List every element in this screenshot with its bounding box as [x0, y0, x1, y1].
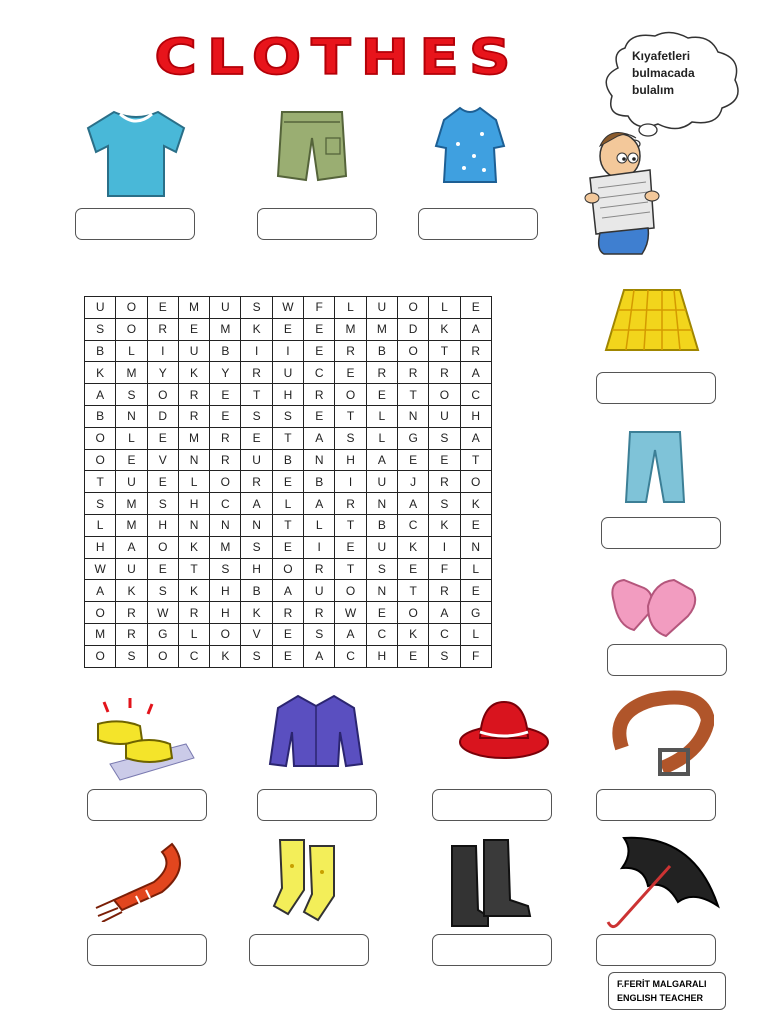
hat-icon	[458, 698, 550, 762]
grid-cell[interactable]: B	[85, 405, 116, 427]
grid-cell[interactable]: I	[147, 340, 178, 362]
grid-cell[interactable]: L	[178, 471, 209, 493]
grid-cell[interactable]: R	[116, 623, 147, 645]
grid-cell[interactable]: L	[366, 405, 397, 427]
grid-cell[interactable]: C	[460, 384, 491, 406]
grid-cell[interactable]: L	[366, 427, 397, 449]
grid-cell[interactable]: T	[272, 427, 303, 449]
grid-cell[interactable]: K	[178, 362, 209, 384]
grid-cell[interactable]: M	[116, 362, 147, 384]
answer-box-shorts[interactable]	[257, 208, 377, 240]
grid-cell[interactable]: U	[116, 558, 147, 580]
grid-cell[interactable]: S	[210, 558, 241, 580]
grid-cell[interactable]: J	[397, 471, 428, 493]
grid-cell[interactable]: S	[116, 384, 147, 406]
grid-row	[85, 623, 492, 645]
grid-cell[interactable]: T	[397, 580, 428, 602]
grid-cell[interactable]: R	[429, 580, 460, 602]
grid-row	[85, 427, 492, 449]
grid-cell[interactable]: E	[460, 514, 491, 536]
grid-cell[interactable]: C	[178, 645, 209, 667]
umbrella-icon	[604, 832, 720, 932]
grid-cell[interactable]: E	[272, 645, 303, 667]
grid-cell[interactable]: U	[178, 340, 209, 362]
grid-cell[interactable]: E	[178, 318, 209, 340]
grid-cell[interactable]: K	[116, 580, 147, 602]
grid-cell[interactable]: N	[210, 514, 241, 536]
grid-cell[interactable]: A	[116, 536, 147, 558]
answer-box-jacket[interactable]	[257, 789, 377, 821]
grid-cell[interactable]: O	[210, 623, 241, 645]
speech-bubble-text	[632, 48, 695, 99]
grid-cell[interactable]: E	[397, 645, 428, 667]
grid-cell[interactable]: S	[272, 405, 303, 427]
grid-cell[interactable]: L	[304, 514, 335, 536]
grid-cell[interactable]: H	[210, 602, 241, 624]
grid-cell[interactable]: S	[335, 427, 366, 449]
grid-cell[interactable]: W	[147, 602, 178, 624]
reading-man-icon	[585, 133, 659, 254]
answer-box-shoes[interactable]	[87, 789, 207, 821]
grid-cell[interactable]: R	[210, 449, 241, 471]
grid-cell[interactable]: M	[85, 623, 116, 645]
shorts-icon	[276, 108, 348, 186]
socks-icon	[270, 836, 350, 922]
grid-cell[interactable]: B	[241, 580, 272, 602]
grid-cell[interactable]: U	[272, 362, 303, 384]
grid-cell[interactable]: R	[178, 384, 209, 406]
grid-row	[85, 514, 492, 536]
grid-cell[interactable]: U	[241, 449, 272, 471]
grid-cell[interactable]: B	[210, 340, 241, 362]
grid-cell[interactable]: O	[335, 384, 366, 406]
grid-cell[interactable]: E	[304, 340, 335, 362]
grid-cell[interactable]: E	[147, 558, 178, 580]
grid-cell[interactable]: S	[116, 645, 147, 667]
grid-cell[interactable]: E	[210, 384, 241, 406]
grid-cell[interactable]: A	[366, 449, 397, 471]
grid-cell[interactable]: R	[147, 318, 178, 340]
scarf-icon	[92, 838, 198, 922]
belt-icon	[606, 688, 714, 782]
grid-cell[interactable]: U	[210, 297, 241, 319]
grid-cell[interactable]: K	[460, 493, 491, 515]
grid-cell[interactable]: S	[85, 493, 116, 515]
grid-cell[interactable]: A	[429, 602, 460, 624]
grid-cell[interactable]: T	[429, 340, 460, 362]
grid-cell[interactable]: A	[460, 362, 491, 384]
grid-cell[interactable]: O	[397, 340, 428, 362]
grid-cell[interactable]: A	[397, 493, 428, 515]
grid-cell[interactable]: L	[429, 297, 460, 319]
grid-row	[85, 471, 492, 493]
answer-box-gloves[interactable]	[607, 644, 727, 676]
grid-row	[85, 384, 492, 406]
grid-cell[interactable]: U	[116, 471, 147, 493]
grid-cell[interactable]: B	[272, 449, 303, 471]
grid-cell[interactable]: E	[272, 318, 303, 340]
grid-cell[interactable]: K	[241, 602, 272, 624]
grid-cell[interactable]: K	[429, 318, 460, 340]
grid-cell[interactable]: L	[272, 493, 303, 515]
grid-cell[interactable]: R	[241, 471, 272, 493]
grid-cell[interactable]: F	[460, 645, 491, 667]
answer-box-skirt[interactable]	[596, 372, 716, 404]
grid-cell[interactable]: I	[304, 536, 335, 558]
grid-cell[interactable]: E	[429, 449, 460, 471]
grid-cell[interactable]: S	[241, 536, 272, 558]
grid-cell[interactable]: C	[397, 514, 428, 536]
grid-cell[interactable]: R	[210, 427, 241, 449]
grid-cell[interactable]: R	[335, 493, 366, 515]
grid-cell[interactable]: O	[85, 602, 116, 624]
grid-cell[interactable]: L	[178, 623, 209, 645]
grid-cell[interactable]: C	[335, 645, 366, 667]
grid-cell[interactable]: L	[116, 427, 147, 449]
grid-cell[interactable]: H	[335, 449, 366, 471]
grid-cell[interactable]: H	[210, 580, 241, 602]
grid-cell[interactable]: T	[85, 471, 116, 493]
grid-cell[interactable]: C	[210, 493, 241, 515]
grid-cell[interactable]: U	[85, 297, 116, 319]
grid-cell[interactable]: N	[178, 514, 209, 536]
boots-icon	[444, 834, 536, 930]
grid-cell[interactable]: O	[116, 318, 147, 340]
grid-cell[interactable]: H	[147, 514, 178, 536]
grid-cell[interactable]: S	[147, 580, 178, 602]
grid-row	[85, 493, 492, 515]
grid-cell[interactable]: H	[460, 405, 491, 427]
grid-cell[interactable]: T	[241, 384, 272, 406]
grid-cell[interactable]: A	[85, 384, 116, 406]
answer-box-hat[interactable]	[432, 789, 552, 821]
grid-cell[interactable]: R	[397, 362, 428, 384]
trousers-icon	[624, 428, 686, 506]
grid-cell[interactable]: G	[397, 427, 428, 449]
grid-cell[interactable]: C	[429, 623, 460, 645]
answer-box-socks[interactable]	[249, 934, 369, 966]
grid-row	[85, 405, 492, 427]
grid-cell[interactable]: N	[460, 536, 491, 558]
grid-cell[interactable]: Y	[210, 362, 241, 384]
speech-line-3: bulalım	[632, 83, 675, 97]
grid-cell[interactable]: S	[241, 645, 272, 667]
grid-cell[interactable]: H	[178, 493, 209, 515]
grid-cell[interactable]: W	[272, 297, 303, 319]
grid-cell[interactable]: U	[366, 536, 397, 558]
grid-cell[interactable]: E	[366, 602, 397, 624]
grid-cell[interactable]: R	[272, 602, 303, 624]
grid-cell[interactable]: G	[147, 623, 178, 645]
grid-cell[interactable]: W	[85, 558, 116, 580]
grid-cell[interactable]: T	[178, 558, 209, 580]
grid-cell[interactable]: O	[335, 580, 366, 602]
grid-row	[85, 297, 492, 319]
tshirt-icon	[84, 106, 188, 198]
grid-cell[interactable]: T	[335, 405, 366, 427]
grid-cell[interactable]: N	[397, 405, 428, 427]
answer-box-scarf[interactable]	[87, 934, 207, 966]
grid-cell[interactable]: O	[116, 297, 147, 319]
grid-cell[interactable]: A	[304, 645, 335, 667]
grid-cell[interactable]: H	[272, 384, 303, 406]
grid-row	[85, 318, 492, 340]
grid-cell[interactable]: H	[241, 558, 272, 580]
grid-cell[interactable]: N	[366, 580, 397, 602]
credit-box	[608, 972, 726, 1010]
grid-row	[85, 580, 492, 602]
grid-cell[interactable]: K	[178, 536, 209, 558]
grid-cell[interactable]: M	[335, 318, 366, 340]
grid-cell[interactable]: M	[116, 493, 147, 515]
grid-cell[interactable]: E	[397, 558, 428, 580]
grid-row	[85, 362, 492, 384]
grid-cell[interactable]: F	[429, 558, 460, 580]
grid-cell[interactable]: M	[116, 514, 147, 536]
grid-cell[interactable]: H	[85, 536, 116, 558]
grid-cell[interactable]: S	[429, 645, 460, 667]
grid-cell[interactable]: E	[272, 623, 303, 645]
grid-cell[interactable]: E	[366, 384, 397, 406]
grid-cell[interactable]: M	[178, 427, 209, 449]
grid-cell[interactable]: R	[116, 602, 147, 624]
grid-cell[interactable]: C	[366, 623, 397, 645]
grid-cell[interactable]: R	[460, 340, 491, 362]
grid-row	[85, 449, 492, 471]
grid-cell[interactable]: R	[178, 405, 209, 427]
grid-row	[85, 536, 492, 558]
grid-cell[interactable]: A	[335, 623, 366, 645]
answer-box-tshirt[interactable]	[75, 208, 195, 240]
answer-box-belt[interactable]	[596, 789, 716, 821]
grid-cell[interactable]: E	[147, 471, 178, 493]
grid-cell[interactable]: D	[397, 318, 428, 340]
grid-cell[interactable]: I	[241, 340, 272, 362]
grid-cell[interactable]: F	[304, 297, 335, 319]
grid-cell[interactable]: T	[272, 514, 303, 536]
grid-cell[interactable]: S	[241, 297, 272, 319]
grid-cell[interactable]: S	[366, 558, 397, 580]
grid-cell[interactable]: R	[304, 384, 335, 406]
grid-cell[interactable]: M	[210, 536, 241, 558]
grid-cell[interactable]: E	[304, 405, 335, 427]
grid-cell[interactable]: K	[241, 318, 272, 340]
dress-icon	[434, 104, 506, 186]
answer-box-boots[interactable]	[432, 934, 552, 966]
grid-cell[interactable]: K	[210, 645, 241, 667]
grid-cell[interactable]: O	[397, 602, 428, 624]
teacher-name: F.FERİT MALGARALI	[617, 979, 707, 989]
answer-box-dress[interactable]	[418, 208, 538, 240]
grid-cell[interactable]: R	[335, 340, 366, 362]
answer-box-trousers[interactable]	[601, 517, 721, 549]
grid-cell[interactable]: B	[304, 471, 335, 493]
grid-cell[interactable]: O	[429, 384, 460, 406]
grid-cell[interactable]: W	[335, 602, 366, 624]
grid-cell[interactable]: V	[147, 449, 178, 471]
grid-cell[interactable]: M	[366, 318, 397, 340]
grid-cell[interactable]: S	[304, 623, 335, 645]
grid-cell[interactable]: E	[460, 580, 491, 602]
grid-cell[interactable]: Y	[147, 362, 178, 384]
grid-cell[interactable]: T	[335, 514, 366, 536]
grid-cell[interactable]: A	[241, 493, 272, 515]
grid-cell[interactable]: E	[210, 405, 241, 427]
grid-cell[interactable]: E	[335, 362, 366, 384]
grid-cell[interactable]: E	[147, 297, 178, 319]
gloves-icon	[604, 572, 700, 640]
grid-cell[interactable]: L	[116, 340, 147, 362]
grid-cell[interactable]: E	[460, 297, 491, 319]
grid-cell[interactable]: O	[460, 471, 491, 493]
grid-cell[interactable]: C	[304, 362, 335, 384]
grid-cell[interactable]: O	[147, 384, 178, 406]
grid-cell[interactable]: S	[241, 405, 272, 427]
grid-row	[85, 602, 492, 624]
grid-cell[interactable]: N	[116, 405, 147, 427]
grid-cell[interactable]: R	[429, 471, 460, 493]
grid-cell[interactable]: O	[85, 427, 116, 449]
grid-cell[interactable]: R	[304, 602, 335, 624]
grid-cell[interactable]: U	[304, 580, 335, 602]
grid-row	[85, 558, 492, 580]
grid-cell[interactable]: R	[429, 362, 460, 384]
grid-cell[interactable]: B	[85, 340, 116, 362]
grid-cell[interactable]: O	[397, 297, 428, 319]
grid-cell[interactable]: N	[178, 449, 209, 471]
grid-cell[interactable]: R	[304, 558, 335, 580]
grid-cell[interactable]: K	[85, 362, 116, 384]
grid-cell[interactable]: E	[397, 449, 428, 471]
grid-cell[interactable]: S	[85, 318, 116, 340]
skirt-icon	[604, 286, 700, 356]
grid-cell[interactable]: O	[85, 449, 116, 471]
grid-cell[interactable]: N	[241, 514, 272, 536]
grid-cell[interactable]: S	[429, 427, 460, 449]
grid-row	[85, 645, 492, 667]
grid-cell[interactable]: A	[460, 318, 491, 340]
grid-cell[interactable]: E	[304, 318, 335, 340]
grid-cell[interactable]: I	[272, 340, 303, 362]
grid-cell[interactable]: R	[366, 362, 397, 384]
grid-cell[interactable]: A	[304, 427, 335, 449]
speech-line-1: Kıyafetleri	[632, 49, 691, 63]
grid-cell[interactable]: M	[210, 318, 241, 340]
grid-cell[interactable]: L	[460, 623, 491, 645]
grid-cell[interactable]: N	[304, 449, 335, 471]
grid-cell[interactable]: A	[85, 580, 116, 602]
grid-cell[interactable]: O	[147, 536, 178, 558]
word-search-grid	[84, 296, 492, 668]
grid-cell[interactable]: O	[85, 645, 116, 667]
grid-cell[interactable]: R	[178, 602, 209, 624]
grid-cell[interactable]: A	[304, 493, 335, 515]
grid-cell[interactable]: U	[366, 471, 397, 493]
grid-cell[interactable]: B	[366, 340, 397, 362]
grid-cell[interactable]: I	[429, 536, 460, 558]
grid-cell[interactable]: O	[210, 471, 241, 493]
grid-cell[interactable]: G	[460, 602, 491, 624]
grid-cell[interactable]: T	[335, 558, 366, 580]
speech-line-2: bulmacada	[632, 66, 695, 80]
grid-cell[interactable]: I	[335, 471, 366, 493]
grid-cell[interactable]: K	[397, 623, 428, 645]
grid-cell[interactable]: E	[116, 449, 147, 471]
grid-row	[85, 340, 492, 362]
worksheet-title: CLOTHES	[154, 28, 521, 86]
grid-cell[interactable]: B	[366, 514, 397, 536]
grid-cell[interactable]: U	[429, 405, 460, 427]
grid-cell[interactable]: E	[335, 536, 366, 558]
grid-cell[interactable]: O	[272, 558, 303, 580]
grid-cell[interactable]: L	[85, 514, 116, 536]
grid-cell[interactable]: E	[272, 471, 303, 493]
jacket-icon	[268, 692, 364, 770]
grid-cell[interactable]: H	[366, 645, 397, 667]
grid-cell[interactable]: L	[460, 558, 491, 580]
grid-cell[interactable]: S	[147, 493, 178, 515]
grid-cell[interactable]: E	[147, 427, 178, 449]
grid-cell[interactable]: A	[272, 580, 303, 602]
grid-cell[interactable]: A	[460, 427, 491, 449]
grid-cell[interactable]: U	[366, 297, 397, 319]
shoes-icon	[90, 694, 198, 782]
grid-cell[interactable]: E	[241, 427, 272, 449]
grid-cell[interactable]: K	[429, 514, 460, 536]
grid-cell[interactable]: D	[147, 405, 178, 427]
answer-box-umbrella[interactable]	[596, 934, 716, 966]
grid-cell[interactable]: K	[178, 580, 209, 602]
teacher-role: ENGLISH TEACHER	[617, 993, 704, 1003]
grid-cell[interactable]: V	[241, 623, 272, 645]
grid-cell[interactable]: M	[178, 297, 209, 319]
grid-cell[interactable]: K	[397, 536, 428, 558]
grid-cell[interactable]: T	[460, 449, 491, 471]
grid-cell[interactable]: S	[429, 493, 460, 515]
grid-cell[interactable]: L	[335, 297, 366, 319]
grid-cell[interactable]: E	[272, 536, 303, 558]
grid-cell[interactable]: T	[397, 384, 428, 406]
grid-cell[interactable]: R	[241, 362, 272, 384]
grid-cell[interactable]: N	[366, 493, 397, 515]
grid-cell[interactable]: O	[147, 645, 178, 667]
